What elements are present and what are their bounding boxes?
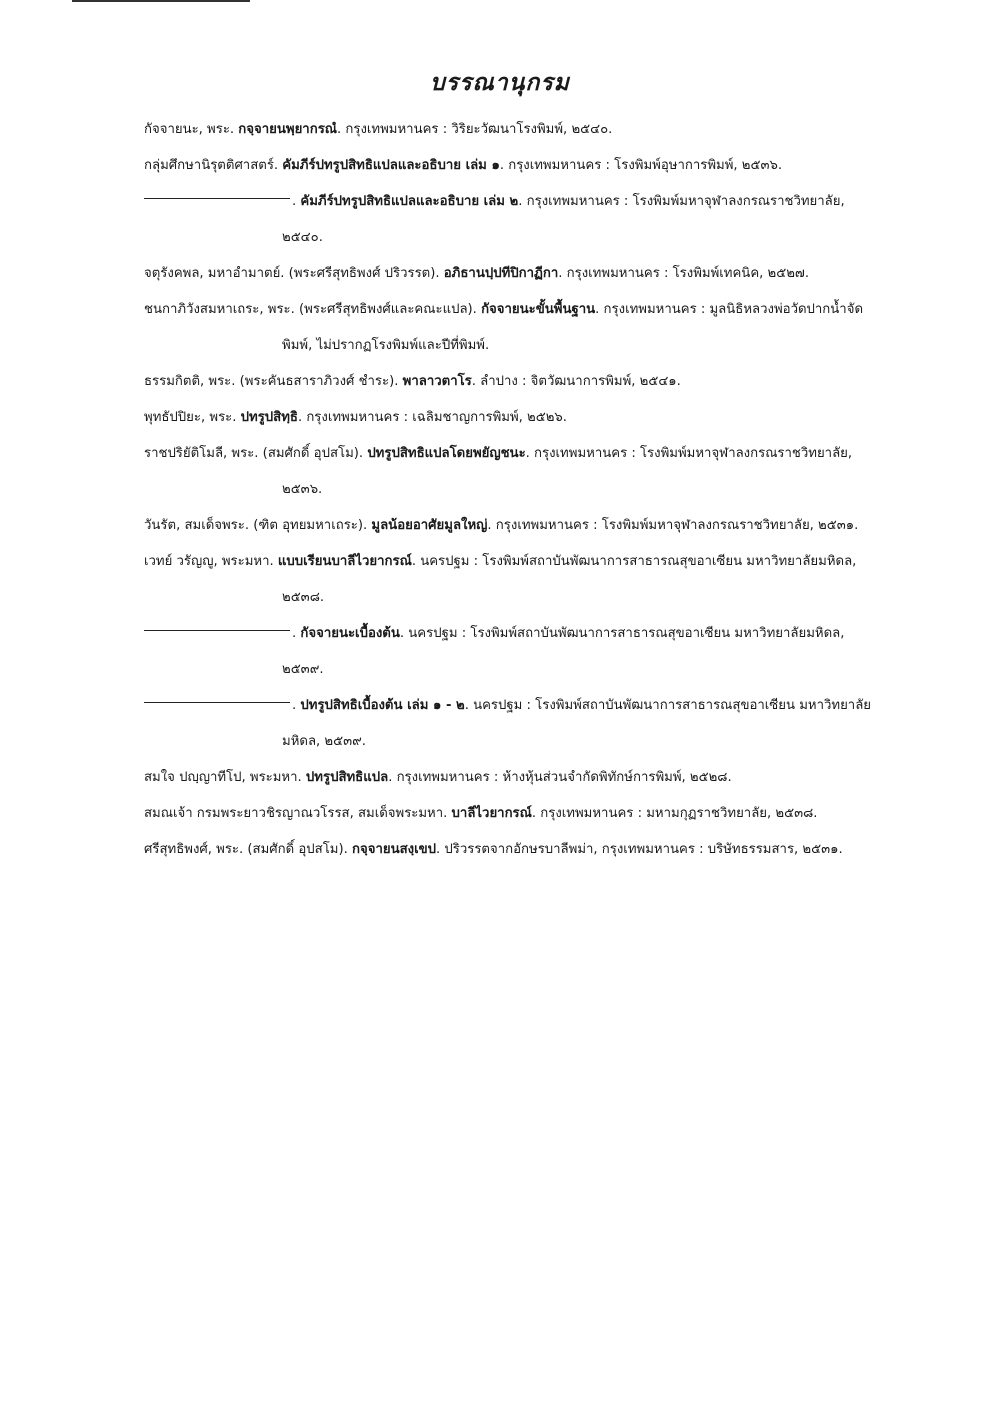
- bib-author: .: [292, 698, 301, 713]
- bib-title: กัจจายนะเบื้องต้น: [300, 626, 400, 641]
- repeat-author-rule: [144, 702, 290, 703]
- bib-publication: . กรุงเทพมหานคร : มูลนิธิหลวงพ่อวัดปากน้ำจัดพิมพ์, ไม่ปรากฏโรงพิมพ์และปีที่พิมพ์.: [282, 302, 864, 353]
- bib-author: .: [292, 626, 301, 641]
- bib-entry: [144, 184, 874, 256]
- bib-title: ปทรูปสิทธิแปลโดยพยัญชนะ: [367, 446, 526, 461]
- top-rule: [72, 0, 250, 2]
- bib-entry: [144, 760, 874, 796]
- bib-author: เวทย์ วรัญญู, พระมหา.: [144, 554, 278, 569]
- bib-entry: [144, 508, 874, 544]
- bib-entry: [144, 364, 874, 400]
- repeat-author-rule: [144, 630, 290, 631]
- bibliography-list: [144, 112, 874, 868]
- bib-title: ปทรูปสิทธิแปล: [305, 770, 389, 785]
- bib-entry: [144, 832, 874, 868]
- bib-author: กัจจายนะ, พระ.: [144, 122, 239, 137]
- bib-title: คัมภีร์ปทรูปสิทธิแปลและอธิบาย เล่ม ๑: [282, 158, 500, 173]
- bib-entry: [144, 256, 874, 292]
- bib-title: คัมภีร์ปทรูปสิทธิแปลและอธิบาย เล่ม ๒: [300, 194, 519, 209]
- bib-author: ราชปริยัติโมลี, พระ. (สมศักดิ์ อุปสโม).: [144, 446, 368, 461]
- page-title: บรรณานุกรม: [430, 70, 570, 97]
- bib-entry: [144, 688, 874, 760]
- bib-entry: [144, 292, 874, 364]
- bib-author: .: [292, 194, 301, 209]
- bib-publication: . กรุงเทพมหานคร : โรงพิมพ์เทคนิค, ๒๕๒๗.: [558, 266, 810, 281]
- bib-title: พาลาวตาโร: [402, 374, 472, 389]
- bib-author: กลุ่มศึกษานิรุตติศาสตร์.: [144, 158, 283, 173]
- bib-author: ศรีสุทธิพงศ์, พระ. (สมศักดิ์ อุปสโม).: [144, 842, 353, 857]
- bib-title: กจฺจายนพฺยากรณํ: [238, 122, 338, 137]
- bib-publication: . กรุงเทพมหานคร : โรงพิมพ์มหาจุฬาลงกรณราชวิทยาลัย, ๒๕๓๖.: [282, 446, 853, 497]
- bib-publication: . กรุงเทพมหานคร : ห้างหุ้นส่วนจำกัดพิทักษ์การพิมพ์, ๒๕๒๘.: [388, 770, 732, 785]
- bib-title: ปทรูปสิทฺธิ: [240, 410, 298, 425]
- bib-author: สมใจ ปญฺญาทีโป, พระมหา.: [144, 770, 306, 785]
- bib-entry: [144, 436, 874, 508]
- bib-title: แบบเรียนบาลีไวยากรณ์: [277, 554, 412, 569]
- bib-entry: [144, 112, 874, 148]
- bib-author: จตุรังคพล, มหาอำมาตย์. (พระศรีสุทธิพงศ์ ปริวรรต).: [144, 266, 444, 281]
- bib-title: ปทรูปสิทธิเบื้องต้น เล่ม ๑ - ๒: [300, 698, 465, 713]
- bib-title: กัจจายนะขั้นพื้นฐาน: [481, 302, 596, 317]
- bib-publication: . กรุงเทพมหานคร : วิริยะวัฒนาโรงพิมพ์, ๒๕๔๐.: [337, 122, 613, 137]
- bib-author: ธรรมกิตติ, พระ. (พระคันธสาราภิวงศ์ ชำระ).: [144, 374, 403, 389]
- bib-entry: [144, 796, 874, 832]
- bib-entry: [144, 400, 874, 436]
- bib-publication: . กรุงเทพมหานคร : มหามกุฏราชวิทยาลัย, ๒๕๓๘.: [531, 806, 818, 821]
- bib-publication: . นครปฐม : โรงพิมพ์สถาบันพัฒนาการสาธารณสุขอาเซียน มหาวิทยาลัยมหิดล, ๒๕๓๘.: [282, 554, 857, 605]
- bib-author: พุทธัปปิยะ, พระ.: [144, 410, 241, 425]
- bib-publication: . นครปฐม : โรงพิมพ์สถาบันพัฒนาการสาธารณสุขอาเซียน มหาวิทยาลัยมหิดล, ๒๕๓๙.: [282, 698, 872, 749]
- repeat-author-rule: [144, 198, 290, 199]
- bib-entry: [144, 616, 874, 688]
- bib-entry: [144, 544, 874, 616]
- bib-title: มูลน้อยอาศัยมูลใหญ่: [371, 518, 488, 533]
- bib-title: อภิธานปฺปทีปิกาฏีกา: [443, 266, 559, 281]
- bib-publication: . กรุงเทพมหานคร : โรงพิมพ์อุษาการพิมพ์, ๒๕๓๖.: [499, 158, 783, 173]
- bib-title: บาลีไวยากรณ์: [451, 806, 532, 821]
- bib-publication: . นครปฐม : โรงพิมพ์สถาบันพัฒนาการสาธารณสุขอาเซียน มหาวิทยาลัยมหิดล, ๒๕๓๙.: [282, 626, 845, 677]
- bib-publication: . กรุงเทพมหานคร : โรงพิมพ์มหาจุฬาลงกรณราชวิทยาลัย, ๒๕๔๐.: [282, 194, 845, 245]
- bib-publication: . กรุงเทพมหานคร : โรงพิมพ์มหาจุฬาลงกรณราชวิทยาลัย, ๒๕๓๑.: [487, 518, 859, 533]
- bib-publication: . ลำปาง : จิตวัฒนาการพิมพ์, ๒๕๔๑.: [471, 374, 681, 389]
- bib-author: วันรัต, สมเด็จพระ. (ฑิต อุทยมหาเถระ).: [144, 518, 372, 533]
- bib-publication: . ปริวรรตจากอักษรบาลีพม่า, กรุงเทพมหานคร : บริษัทธรรมสาร, ๒๕๓๑.: [436, 842, 843, 857]
- bib-entry: [144, 148, 874, 184]
- bib-title: กจฺจายนสงฺเขป: [352, 842, 436, 857]
- bib-publication: . กรุงเทพมหานคร : เฉลิมชาญการพิมพ์, ๒๕๒๖.: [297, 410, 567, 425]
- bib-author: ชนกาภิวังสมหาเถระ, พระ. (พระศรีสุทธิพงศ์และคณะแปล).: [144, 302, 482, 317]
- bib-author: สมณเจ้า กรมพระยาวชิรญาณวโรรส, สมเด็จพระมหา.: [144, 806, 452, 821]
